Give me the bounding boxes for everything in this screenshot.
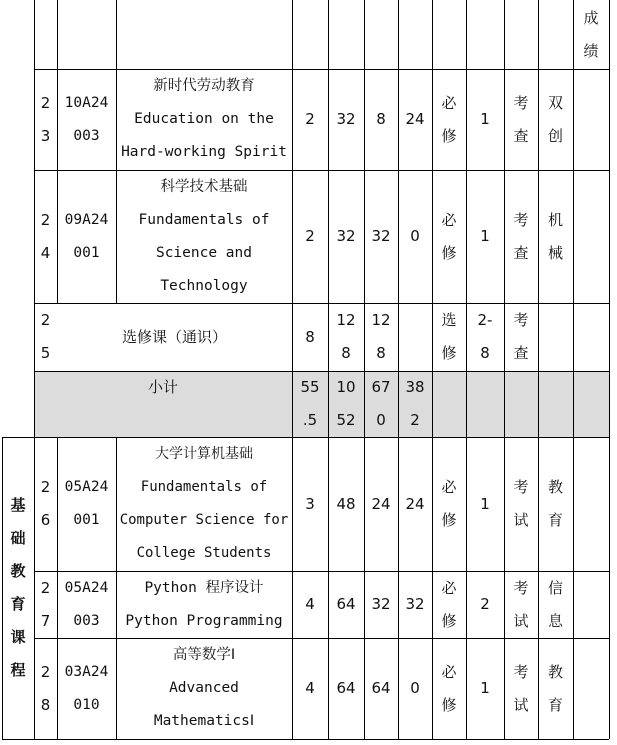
row-type: 必 修 — [441, 578, 457, 630]
row-assess: 考 查 — [513, 311, 529, 362]
row-seq: 2 5 — [40, 311, 51, 362]
row-hours: 64 — [336, 679, 356, 697]
subtotal-theory: 67 0 — [371, 378, 391, 429]
category-label: 基 础 教 育 课 程 — [10, 496, 26, 679]
row-practice: 24 — [405, 110, 425, 128]
row-assess: 考 试 — [513, 478, 529, 529]
row-practice — [398, 303, 432, 371]
row-dept: 教 育 — [547, 478, 563, 529]
col-line — [573, 0, 574, 739]
row-type: 必 修 — [441, 210, 457, 262]
row-hours: 48 — [336, 494, 356, 513]
row-practice: 0 — [410, 679, 420, 697]
row-type: 必 修 — [441, 662, 457, 714]
row-dept: 机 械 — [547, 210, 563, 262]
row-course-name: 高等数学Ⅰ Advanced MathematicsⅠ — [153, 647, 255, 729]
row-line — [2, 739, 609, 740]
row-assess: 考 查 — [513, 93, 529, 145]
row-term: 1 — [480, 227, 490, 245]
row-code: 09A24 001 — [64, 211, 109, 261]
row-assess: 考 试 — [513, 578, 529, 630]
row-term: 1 — [480, 679, 490, 697]
row-practice: 32 — [405, 595, 425, 613]
subtotal-credit: 55 .5 — [300, 378, 320, 429]
row-hours: 64 — [336, 595, 356, 613]
row-assess: 考 试 — [513, 662, 529, 714]
row-course-name: 大学计算机基础 Fundamentals of Computer Science for College Students — [119, 446, 289, 561]
row-seq: 2 8 — [40, 662, 51, 714]
row-term: 2 — [480, 595, 490, 613]
row-code: 05A24 001 — [64, 479, 109, 528]
row-term: 2- 8 — [477, 311, 493, 362]
row-course-name: 新时代劳动教育 Education on the Hard-working Spirit — [121, 78, 287, 160]
row-theory: 24 — [371, 494, 391, 513]
row-theory: 64 — [371, 679, 391, 697]
row-theory: 12 8 — [371, 311, 391, 362]
row-theory: 8 — [376, 110, 386, 128]
row-assess: 考 查 — [513, 210, 529, 262]
row-dept: 信 息 — [547, 578, 563, 630]
row-practice: 0 — [410, 227, 420, 245]
row-dept — [538, 303, 573, 371]
row-credit: 3 — [305, 494, 315, 513]
row-merged-name: 选修课（通识） — [121, 327, 227, 346]
row-course-name: 科学技术基础 Fundamentals of Science and Technology — [138, 178, 270, 294]
score-header: 成 绩 — [583, 9, 599, 60]
row-course-name: Python 程序设计 Python Programming — [125, 579, 283, 629]
row-practice: 24 — [405, 494, 425, 513]
row-credit: 2 — [305, 227, 315, 245]
row-seq: 2 7 — [40, 578, 51, 630]
row-code: 03A24 010 — [64, 663, 109, 713]
row-seq: 2 4 — [40, 210, 51, 262]
subtotal-label: 小计 — [147, 378, 178, 396]
row-hours: 32 — [336, 110, 356, 128]
row-type: 必 修 — [441, 93, 457, 145]
row-hours: 32 — [336, 227, 356, 245]
row-dept: 双 创 — [547, 93, 563, 145]
row-dept: 教 育 — [547, 662, 563, 714]
row-credit: 4 — [305, 679, 315, 697]
row-code: 10A24 003 — [64, 94, 109, 144]
col-line — [609, 0, 610, 739]
row-type: 必 修 — [441, 478, 457, 529]
row-term: 1 — [480, 494, 490, 513]
row-seq: 2 6 — [40, 478, 51, 529]
row-credit: 8 — [305, 327, 315, 346]
row-term: 1 — [480, 110, 490, 128]
row-credit: 4 — [305, 595, 315, 613]
row-code: 05A24 003 — [64, 579, 109, 629]
row-theory: 32 — [371, 595, 391, 613]
subtotal-practice: 38 2 — [405, 378, 425, 429]
subtotal-hours: 10 52 — [336, 378, 356, 429]
row-credit: 2 — [305, 110, 315, 128]
row-seq: 2 3 — [40, 93, 51, 145]
row-type: 选 修 — [441, 311, 457, 362]
row-theory: 32 — [371, 227, 391, 245]
row-hours: 12 8 — [336, 311, 356, 362]
